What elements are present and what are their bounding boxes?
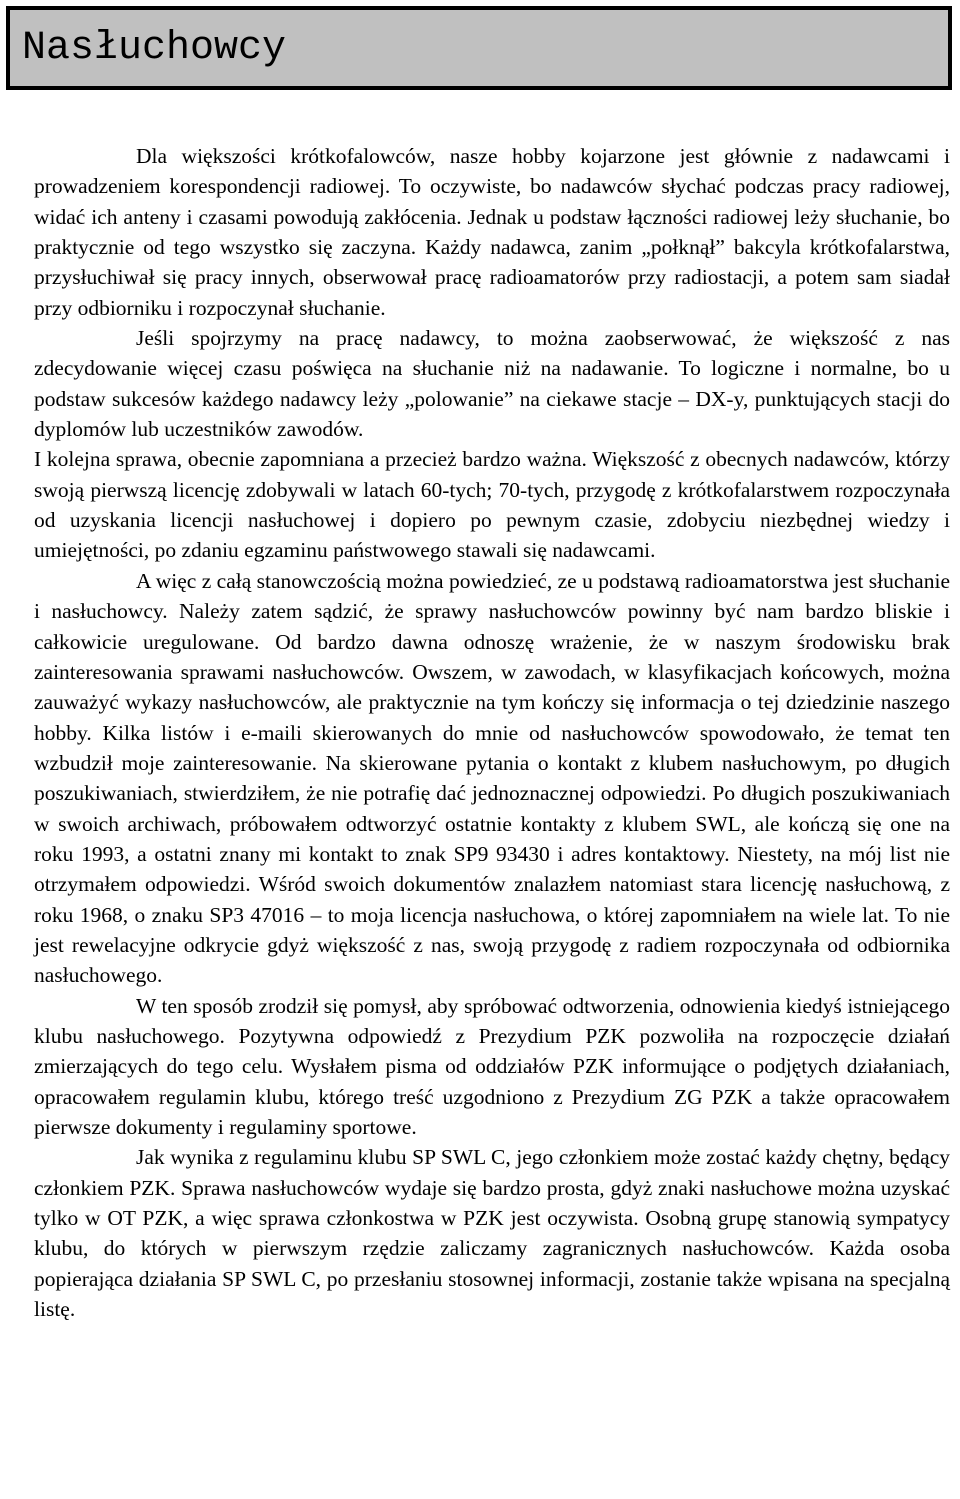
page-title: Nasłuchowcy: [22, 26, 287, 71]
article-body: [34, 141, 950, 1324]
paragraph-3: I kolejna sprawa, obecnie zapomniana a przecież bardzo ważna. Większość z obecnych nadawców, którzy swoją pierwszą licencję zdobywali w latach 60-tych; 70-tych, przygodę z krótkofalarstwem rozpoczynała od uzyskania licencji nasłuchowej i dopiero po pewnym czasie, zdobyciu niezbędnej wiedzy i umiejętności, po zdaniu egzaminu państwowego stawali się nadawcami.: [34, 447, 950, 563]
paragraph-4: A więc z całą stanowczością można powiedzieć, ze u podstawą radioamatorstwa jest słuchanie i nasłuchowcy. Należy zatem sądzić, że sprawy nasłuchowców powinny być nam bardzo bliskie i całkowicie uregulowane. Od bardzo dawna odnoszę wrażenie, że w naszym środowisku brak zainteresowania sprawami nasłuchowców. Owszem, w zawodach, w klasyfikacjach końcowych, można zauważyć wykazy nasłuchowców, ale praktycznie na tym kończy się informacja o tej dziedzinie naszego hobby. Kilka listów i e-maili skierowanych do mnie od nasłuchowców spowodowało, że temat ten wzbudził moje zainteresowanie. Na skierowane pytania o kontakt z klubem nasłuchowym, po długich poszukiwaniach, stwierdziłem, że nie potrafię dać jednoznacznej odpowiedzi. Po długich poszukiwaniach w swoich archiwach, próbowałem odtworzyć ostatnie kontakty z klubem SWL, ale kończą się one na roku 1993, a ostatni znany mi kontakt to znak SP9 93430 i adres kontaktowy. Niestety, na mój list nie otrzymałem odpowiedzi. Wśród swoich dokumentów znalazłem natomiast stara licencję nasłuchową, z roku 1968, o znaku SP3 47016 – to moja licencja nasłuchowa, o której zapomniałem na wiele lat. To nie jest rewelacyjne odkrycie gdyż większość z nas, swoją przygodę z radiem rozpoczynała od odbiornika nasłuchowego.: [34, 568, 950, 988]
paragraph-2: Jeśli spojrzymy na pracę nadawcy, to można zaobserwować, że większość z nas zdecydowanie więcej czasu poświęca na słuchanie niż na nadawanie. To logiczne i normalne, bo u podstaw sukcesów każdego nadawcy leży „polowanie” na ciekawe stacje – DX-y, punktujących stacji do dyplomów lub uczestników zawodów.: [34, 326, 950, 442]
paragraph-5: W ten sposób zrodził się pomysł, aby spróbować odtworzenia, odnowienia kiedyś istniejącego klubu nasłuchowego. Pozytywna odpowiedź z Prezydium PZK pozwoliła na rozpoczęcie działań zmierzających do tego celu. Wysłałem pisma od oddziałów PZK informujące o podjętych działaniach, opracowałem regulamin klubu, którego treść uzgodniono z Prezydium ZG PZK a także opracowałem pierwsze dokumenty i regulaminy sportowe.: [34, 993, 950, 1139]
title-banner: [6, 6, 952, 90]
paragraph-6: Jak wynika z regulaminu klubu SP SWL C, jego członkiem może zostać każdy chętny, będący członkiem PZK. Sprawa nasłuchowców wydaje się bardzo prosta, gdyż znaki nasłuchowe można uzyskać tylko w OT PZK, a więc sprawa członkostwa w PZK jest oczywista. Osobną grupę stanowią sympatycy klubu, do których w pierwszym rzędzie zaliczamy zagranicznych nasłuchowców. Każda osoba popierająca działania SP SWL C, po przesłaniu stosownej informacji, zostanie także wpisana na specjalną listę.: [34, 1145, 950, 1322]
paragraph-1: Dla większości krótkofalowców, nasze hobby kojarzone jest głównie z nadawcami i prowadzeniem korespondencji radiowej. To oczywiste, bo nadawców słychać podczas pracy radiowej, widać ich anteny i czasami powodują zakłócenia. Jednak u podstaw łączności radiowej leży słuchanie, bo praktycznie od tego wszystko się zaczyna. Każdy nadawca, zanim „połknął” bakcyla krótkofalarstwa, przysłuchiwał się pracy innych, obserwował pracę radioamatorów przy radiostacji, a potem sam siadał przy odbiorniku i rozpoczynał słuchanie.: [34, 144, 950, 320]
